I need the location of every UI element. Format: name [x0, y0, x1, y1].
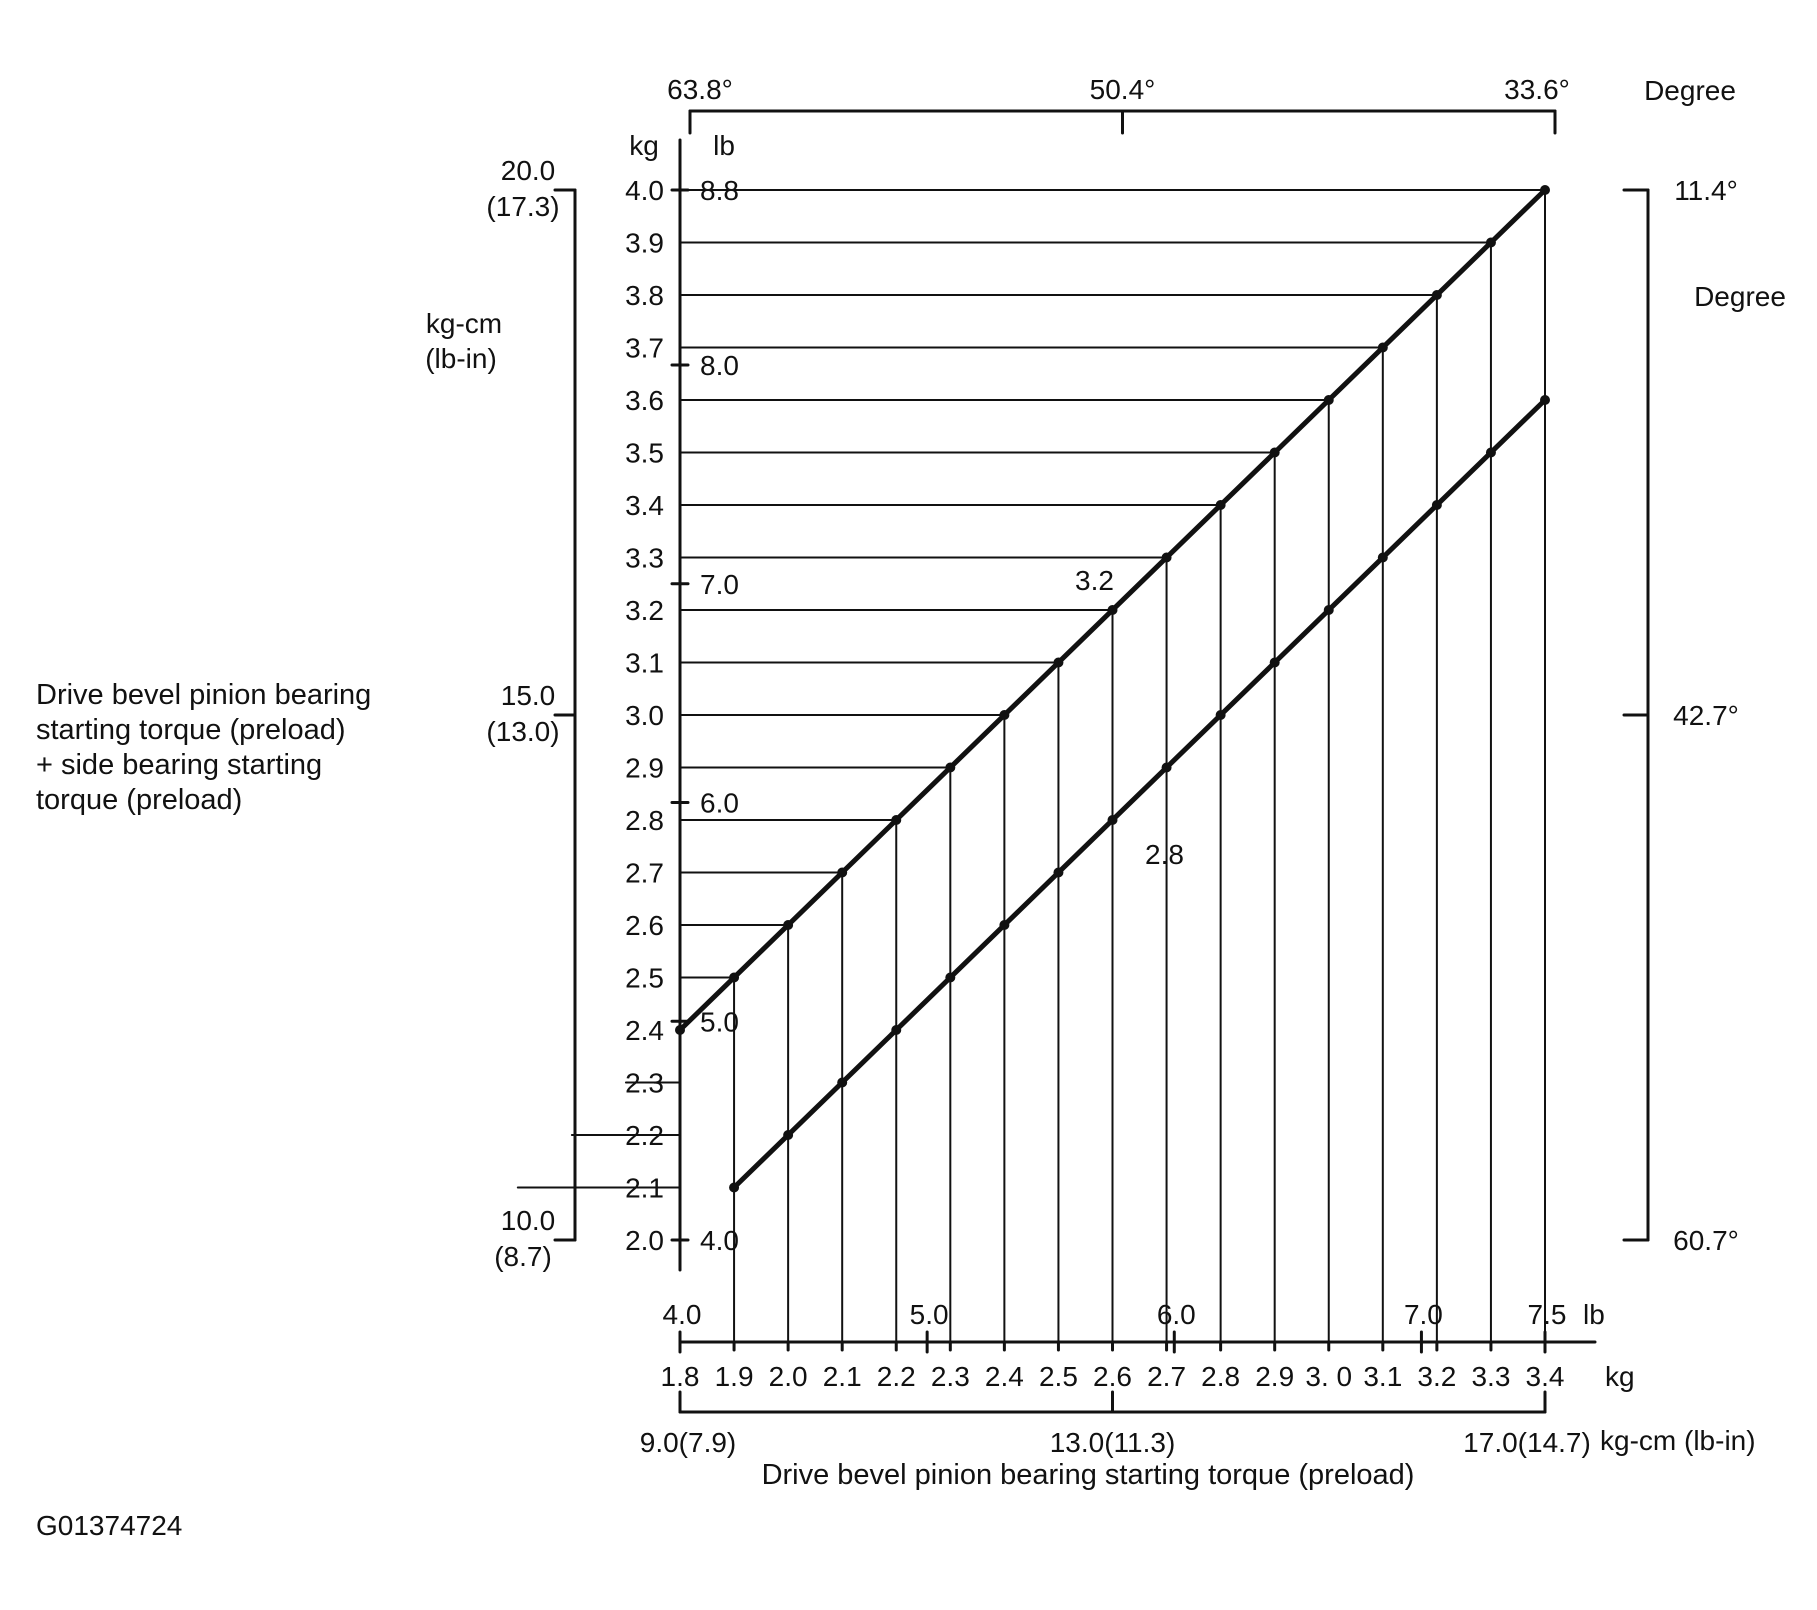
top-scale-label: 50.4°: [1089, 74, 1156, 105]
y-tick-kg-label: 3.7: [625, 332, 664, 364]
left-title-line: torque (preload): [36, 784, 243, 816]
x-tick-kg-label: 2.5: [1038, 1361, 1078, 1392]
series-point: [891, 1025, 901, 1035]
y-tick-kg-label: 2.1: [625, 1172, 664, 1204]
x-tick-kg-label: 3.1: [1363, 1361, 1403, 1392]
y-tick-kg-label: 2.7: [625, 857, 664, 889]
left-title-line: + side bearing starting: [36, 749, 323, 781]
y-tick-kg-label: 3.0: [625, 700, 664, 731]
right-scale-label: 42.7°: [1673, 700, 1739, 731]
y-tick-kg-label: 4.0: [625, 175, 664, 206]
y-tick-lb-label: 8.0: [700, 350, 739, 381]
series-label-3.2: 3.2: [1075, 565, 1114, 596]
y-tick-kg-label: 2.8: [625, 805, 664, 836]
series-point: [945, 763, 955, 773]
y-tick-kg-label: 2.3: [625, 1067, 664, 1099]
x-tick-kg-label: 2.1: [822, 1361, 862, 1392]
series-point: [1432, 500, 1442, 510]
bottom-title: Drive bevel pinion bearing starting torque (preload): [761, 1459, 1415, 1491]
y-unit-kg: kg: [629, 130, 659, 161]
series-point: [999, 920, 1009, 930]
series-point: [1216, 710, 1226, 720]
left-scale-unit-sub: (lb-in): [425, 343, 497, 374]
x-tick-lb-label: 6.0: [1156, 1299, 1196, 1330]
left-scale-value: 15.0: [500, 680, 556, 711]
x-tick-kg-label: 2.3: [930, 1361, 970, 1392]
series-point: [1053, 868, 1063, 878]
series-point: [999, 710, 1009, 720]
bottom-scale-label: 17.0(14.7): [1463, 1427, 1591, 1458]
right-scale-label: 60.7°: [1673, 1225, 1739, 1256]
series-point: [1053, 658, 1063, 668]
y-tick-kg-label: 3.5: [625, 437, 664, 469]
bottom-scale-label: 9.0(7.9): [639, 1427, 737, 1458]
series-line-2.8: [734, 400, 1545, 1188]
x-tick-kg-label: 3.3: [1471, 1361, 1511, 1392]
x-tick-lb-label: 7.0: [1403, 1299, 1443, 1330]
series-point: [1270, 448, 1280, 458]
series-point: [1108, 605, 1118, 615]
x-tick-kg-label: 3. 0: [1305, 1361, 1353, 1392]
y-tick-kg-label: 2.2: [625, 1120, 664, 1151]
series-point: [783, 1130, 793, 1140]
series-point: [1216, 500, 1226, 510]
series-point: [1432, 290, 1442, 300]
series-point: [1270, 658, 1280, 668]
x-tick-kg-label: 1.8: [660, 1361, 700, 1392]
y-tick-lb-label: 5.0: [700, 1006, 739, 1038]
series-point: [1324, 605, 1334, 615]
y-tick-lb-label: 7.0: [700, 568, 739, 600]
series-label-2.8: 2.8: [1145, 839, 1184, 870]
series-point: [945, 973, 955, 983]
x-tick-kg-label: 2.6: [1093, 1361, 1132, 1392]
y-tick-kg-label: 3.2: [625, 595, 664, 626]
series-point: [1540, 185, 1550, 195]
series-point: [783, 920, 793, 930]
series-point: [891, 815, 901, 825]
series-point: [837, 1078, 847, 1088]
left-scale-unit: kg-cm: [425, 308, 503, 339]
series-point: [1162, 763, 1172, 773]
left-title-line: Drive bevel pinion bearing: [36, 679, 372, 711]
x-tick-kg-label: 2.9: [1255, 1361, 1295, 1392]
left-scale-value: 10.0: [500, 1205, 556, 1236]
figure-id: G01374724: [36, 1510, 183, 1541]
x-tick-kg-label: 2.2: [876, 1361, 916, 1392]
left-title-line: starting torque (preload): [36, 714, 346, 746]
y-tick-kg-label: 2.6: [625, 910, 664, 941]
x-tick-kg-label: 1.9: [714, 1361, 754, 1392]
series-point: [1324, 395, 1334, 405]
right-scale-unit: Degree: [1694, 281, 1786, 312]
y-tick-kg-label: 3.4: [625, 490, 664, 521]
series-point: [1540, 395, 1550, 405]
y-tick-lb-label: 4.0: [700, 1225, 739, 1256]
bottom-scale-unit: kg-cm (lb-in): [1600, 1425, 1756, 1456]
left-scale-sub: (13.0): [486, 716, 560, 747]
y-tick-kg-label: 3.6: [625, 385, 664, 416]
top-scale-label: 33.6°: [1504, 74, 1570, 105]
series-point: [1162, 553, 1172, 563]
left-scale-sub: (17.3): [486, 191, 560, 222]
x-tick-kg-label: 2.0: [768, 1361, 808, 1392]
y-tick-kg-label: 3.8: [625, 280, 664, 311]
x-tick-lb-label: 4.0: [662, 1299, 702, 1330]
grid: [518, 190, 1545, 1342]
series-point: [1378, 553, 1388, 563]
y-tick-kg-label: 2.0: [625, 1225, 664, 1256]
y-tick-kg-label: 2.4: [625, 1015, 664, 1046]
series-point: [729, 973, 739, 983]
y-tick-lb-label: 8.8: [700, 175, 739, 206]
x-tick-lb-label: 5.0: [909, 1299, 949, 1330]
x-tick-kg-label: 3.2: [1417, 1361, 1457, 1392]
y-tick-kg-label: 2.9: [625, 752, 664, 784]
y-tick-kg-label: 3.3: [625, 542, 664, 574]
series-point: [729, 1183, 739, 1193]
series-point: [1108, 815, 1118, 825]
axes: [555, 111, 1648, 1412]
top-scale-label: 63.8°: [667, 74, 733, 105]
top-scale-unit: Degree: [1644, 75, 1736, 106]
bottom-scale-label: 13.0(11.3): [1049, 1427, 1176, 1458]
series-point: [1378, 343, 1388, 353]
y-unit-lb: lb: [713, 130, 735, 161]
y-tick-kg-label: 3.1: [625, 647, 664, 679]
series-point: [675, 1025, 685, 1035]
x-unit-kg: kg: [1605, 1361, 1635, 1392]
left-scale-value: 20.0: [500, 155, 556, 186]
x-tick-kg-label: 2.8: [1201, 1361, 1241, 1392]
y-tick-kg-label: 3.9: [625, 227, 664, 259]
x-tick-kg-label: 2.7: [1147, 1361, 1187, 1392]
left-scale-sub: (8.7): [494, 1241, 552, 1272]
x-tick-kg-label: 2.4: [984, 1361, 1024, 1392]
y-tick-kg-label: 2.5: [625, 962, 664, 994]
x-tick-kg-label: 3.4: [1525, 1361, 1565, 1392]
x-unit-lb: lb: [1583, 1299, 1605, 1330]
y-tick-lb-label: 6.0: [700, 787, 739, 819]
series-point: [837, 868, 847, 878]
right-scale-label: 11.4°: [1674, 175, 1738, 206]
x-tick-lb-label: 7.5: [1527, 1299, 1567, 1330]
series-point: [1486, 238, 1496, 248]
series-point: [1486, 448, 1496, 458]
